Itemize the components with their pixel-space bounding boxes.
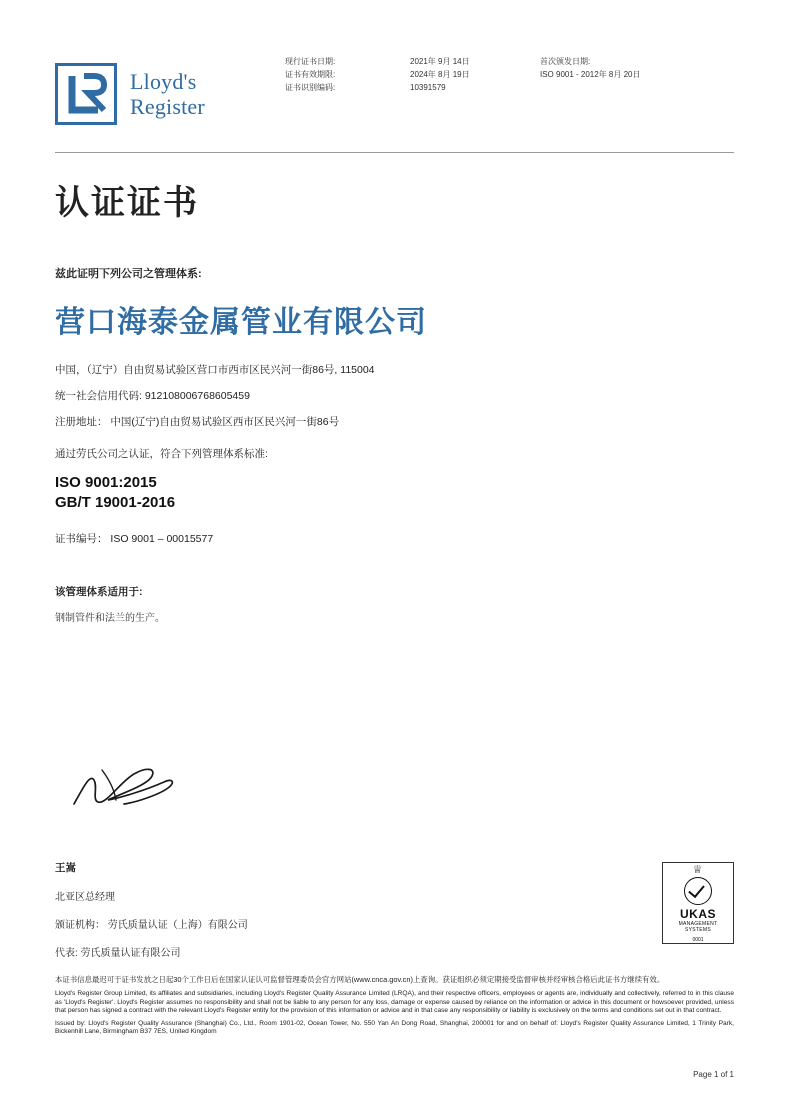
footer-issuer: Issued by: Lloyd's Register Quality Assurance (Shanghai) Co., Ltd., Room 1901-02, Ocean Tower, No. 550 Yan An Dong Road, Shanghai, 200001 for and on behalf of: Lloyd's Register Quality Assurance Limited, 1 Trinity Park, Bickenhill Lane, Birmingham B37 7ES, United Kingdom bbox=[55, 1019, 734, 1036]
header-divider bbox=[55, 152, 734, 153]
crown-icon: ♕ bbox=[692, 864, 704, 876]
credit-code: 统一社会信用代码: 912108006768605459 bbox=[55, 390, 250, 402]
meta-label-first-issue: 首次颁发日期: bbox=[540, 57, 591, 66]
certificate-number: 证书编号： ISO 9001 – 00015577 bbox=[55, 533, 214, 545]
lr-monogram-icon bbox=[55, 63, 117, 125]
certificate-body bbox=[55, 265, 745, 624]
meta-label-identity-code: 证书识别编码: bbox=[285, 83, 336, 92]
footer-chinese-note: 本证书信息最迟可于证书发放之日起30个工作日后在国家认证认可监督管理委员会官方网站(www.cnca.gov.cn)上查询。获证组织必须定期接受监督审核并经审核合格后此证书方继续有效。 bbox=[55, 975, 665, 984]
document-footer bbox=[55, 975, 734, 1041]
signatory-role: 北亚区总经理 bbox=[55, 892, 115, 903]
brand-line-1: Lloyd's bbox=[130, 69, 197, 94]
standard-gbt19001: GB/T 19001-2016 bbox=[55, 494, 176, 511]
meta-value-first-issue: ISO 9001 - 2012年 8月 20日 bbox=[540, 70, 641, 79]
scope-heading: 该管理体系适用于: bbox=[55, 586, 143, 598]
page-number: Page 1 of 1 bbox=[693, 1070, 734, 1079]
ukas-wordmark: UKAS bbox=[679, 907, 716, 921]
brand-wordmark bbox=[130, 69, 205, 119]
ukas-sub-line-1: MANAGEMENT bbox=[678, 921, 718, 927]
meta-labels bbox=[285, 55, 395, 94]
standard-iso9001: ISO 9001:2015 bbox=[55, 474, 157, 491]
ukas-sub-line-2: SYSTEMS bbox=[685, 927, 711, 933]
meta-value-identity-code: 10391579 bbox=[410, 83, 446, 92]
company-address: 中国，（辽宁）自由贸易试验区营口市西市区民兴河一街86号, 115004 bbox=[55, 364, 375, 376]
page-title: 认证证书 bbox=[55, 184, 199, 222]
ukas-number: 0001 bbox=[692, 937, 704, 943]
signatory-name: 王嵩 bbox=[55, 862, 76, 874]
registered-address: 注册地址： 中国(辽宁)自由贸易试验区西市区民兴河一街86号 bbox=[55, 416, 340, 428]
handwritten-signature bbox=[68, 760, 188, 820]
document-header bbox=[0, 55, 789, 145]
meta-value-valid-until: 2024年 8月 19日 bbox=[410, 70, 470, 79]
company-name: 营口海泰金属管业有限公司 bbox=[55, 306, 427, 339]
meta-label-current-date: 现行证书日期: bbox=[285, 57, 336, 66]
signatory-block bbox=[55, 860, 248, 972]
meta-values bbox=[410, 55, 530, 94]
on-behalf-of: 代表: 劳氏质量认证有限公司 bbox=[55, 948, 181, 959]
checkmark-icon bbox=[684, 877, 712, 905]
ukas-accreditation-mark bbox=[662, 862, 734, 944]
lloyds-register-logo bbox=[55, 63, 205, 125]
issuing-body: 颁证机构： 劳氏质量认证（上海）有限公司 bbox=[55, 920, 248, 931]
meta-label-valid-until: 证书有效期限: bbox=[285, 70, 336, 79]
lead-statement: 兹此证明下列公司之管理体系: bbox=[55, 268, 202, 280]
scope-text: 钢制管件和法兰的生产。 bbox=[55, 613, 165, 624]
standards-intro: 通过劳氏公司之认证，符合下列管理体系标准: bbox=[55, 448, 268, 460]
meta-value-current-date: 2021年 9月 14日 bbox=[410, 57, 470, 66]
brand-line-2: Register bbox=[130, 94, 205, 119]
footer-disclaimer: Lloyd's Register Group Limited, its affiliates and subsidiaries, including Lloyd's Register Quality Assurance Limited (LRQA), and their respective officers, employees or agents are, individually and collectively, referred to in this clause as 'Lloyd's Register'. Lloyd's Register assumes no responsibility and shall not be liable to any person for any loss, damage or expense caused by reliance on the information or advice in this document or howsoever provided, unless that person has signed a contract with the relevant Lloyd's Register entity for the provision of this information or advice and in that case any responsibility or liability is exclusively on the terms and conditions set out in that contract. bbox=[55, 990, 734, 1015]
